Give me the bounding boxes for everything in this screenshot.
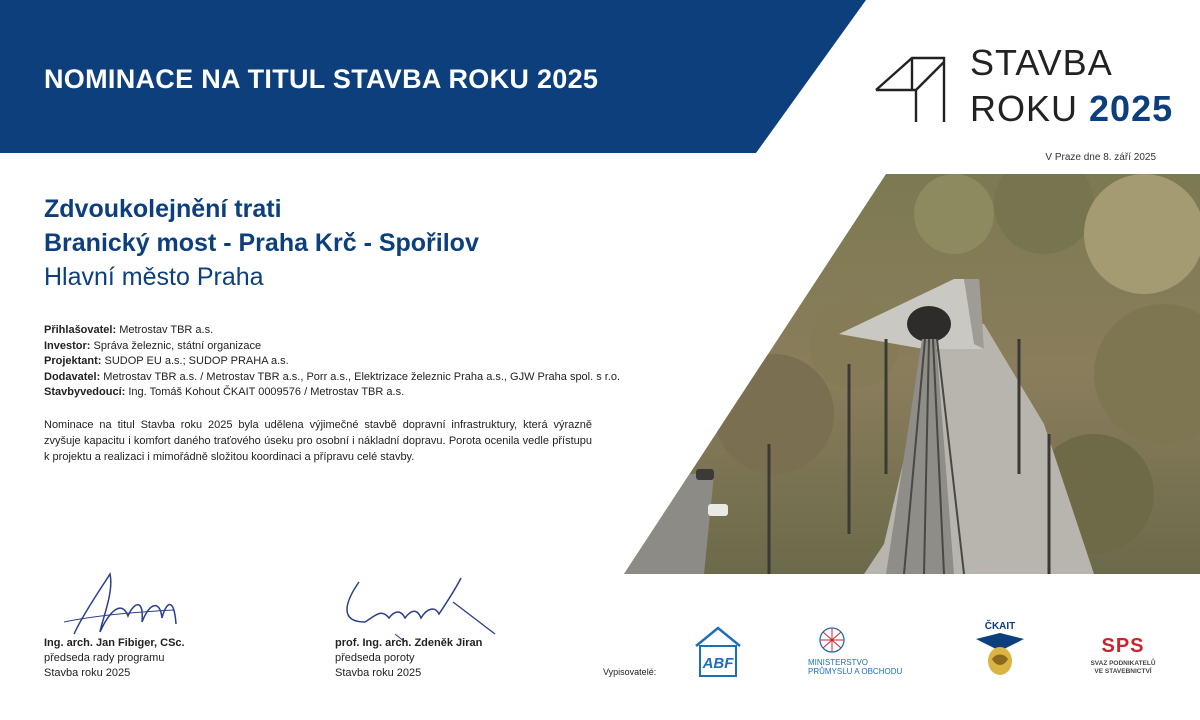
signatory-role: předseda rady programu xyxy=(44,652,165,664)
handwritten-signature xyxy=(44,572,194,642)
detail-row-designer xyxy=(44,354,620,370)
brand-roku-2025 xyxy=(970,88,1173,130)
detail-value: SUDOP EU a.s.; SUDOP PRAHA a.s. xyxy=(101,355,289,367)
signature-block-jury xyxy=(335,572,535,682)
ministry-name-line1: MINISTERSTVO xyxy=(808,658,869,667)
signatory-name: prof. Ing. arch. Zdeněk Jiran xyxy=(335,637,483,649)
nomination-description: Nominace na titul Stavba roku 2025 byla udělena výjimečné stavbě dopravní infrastruktury, která výrazně zvyšuje kapacitu i komfort daného traťového úseku pro osobní i nákladní dopravu. Porota ocenila vedle přístupu k projektu a realizaci i mimořádně složitou koordinaci a přípravu celé stavby. xyxy=(44,419,592,463)
banner-title: NOMINACE NA TITUL STAVBA ROKU 2025 xyxy=(44,64,599,94)
project-heading xyxy=(44,192,479,294)
project-details xyxy=(44,323,620,401)
detail-label: Investor: xyxy=(44,339,91,352)
detail-label: Stavbyvedoucí: xyxy=(44,386,126,398)
detail-row-applicant xyxy=(44,323,620,339)
abf-house-logo xyxy=(690,624,746,680)
abf-logo-text: ABF xyxy=(702,655,734,672)
ministry-logo xyxy=(808,626,918,680)
brand-word-stavba: STAVBA xyxy=(970,42,1113,83)
sps-logo-text: SPS xyxy=(1101,635,1145,657)
ckait-logo xyxy=(972,622,1028,680)
detail-value: Metrostav TBR a.s. / Metrostav TBR a.s., Porr a.s., Elektrizace železnic Praha a.s., GJW Praha spol. s r.o. xyxy=(100,370,621,383)
project-title-line1: Zdvoukolejnění trati xyxy=(44,195,282,223)
brand-word-roku: ROKU xyxy=(970,88,1079,129)
detail-label: Projektant: xyxy=(44,355,102,367)
issue-date: V Praze dne 8. září 2025 xyxy=(1045,152,1156,163)
ckait-shield-logo xyxy=(972,633,1028,679)
sps-name-line1: SVAZ PODNIKATELŮ xyxy=(1090,660,1156,667)
top-banner xyxy=(0,0,870,153)
signatory-program: Stavba roku 2025 xyxy=(44,667,131,679)
brand-year: 2025 xyxy=(1089,88,1174,129)
project-title-line2: Branický most - Praha Krč - Spořilov xyxy=(44,229,479,257)
ministry-globe-logo xyxy=(808,626,858,654)
detail-row-site-manager xyxy=(44,385,620,401)
signatory-program: Stavba roku 2025 xyxy=(335,667,422,679)
detail-row-contractor xyxy=(44,370,620,386)
detail-row-investor xyxy=(44,339,620,355)
sps-logo xyxy=(1086,636,1160,680)
signature-block-chair xyxy=(44,572,244,682)
detail-label: Dodavatel: xyxy=(44,370,101,383)
signatory-name: Ing. arch. Jan Fibiger, CSc. xyxy=(44,637,185,649)
detail-label: Přihlašovatel: xyxy=(44,324,117,336)
ckait-logo-text: ČKAIT xyxy=(984,621,1016,632)
stavba-roku-brand xyxy=(870,40,1190,140)
detail-value: Ing. Tomáš Kohout ČKAIT 0009576 / Metrostav TBR a.s. xyxy=(125,386,405,398)
cube-outline-icon xyxy=(874,48,948,122)
sps-name-line2: VE STAVEBNICTVÍ xyxy=(1094,668,1152,675)
detail-value: Správa železnic, státní organizace xyxy=(90,339,262,352)
ministry-name-line2: PRŮMYSLU A OBCHODU xyxy=(808,667,903,676)
project-location: Hlavní město Praha xyxy=(44,263,264,291)
sponsors-label: Vypisovatelé: xyxy=(603,667,657,677)
signatory-role: předseda poroty xyxy=(335,652,415,664)
railway-tunnel-photo xyxy=(624,174,1200,574)
detail-value: Metrostav TBR a.s. xyxy=(116,324,214,336)
handwritten-signature xyxy=(335,572,505,642)
